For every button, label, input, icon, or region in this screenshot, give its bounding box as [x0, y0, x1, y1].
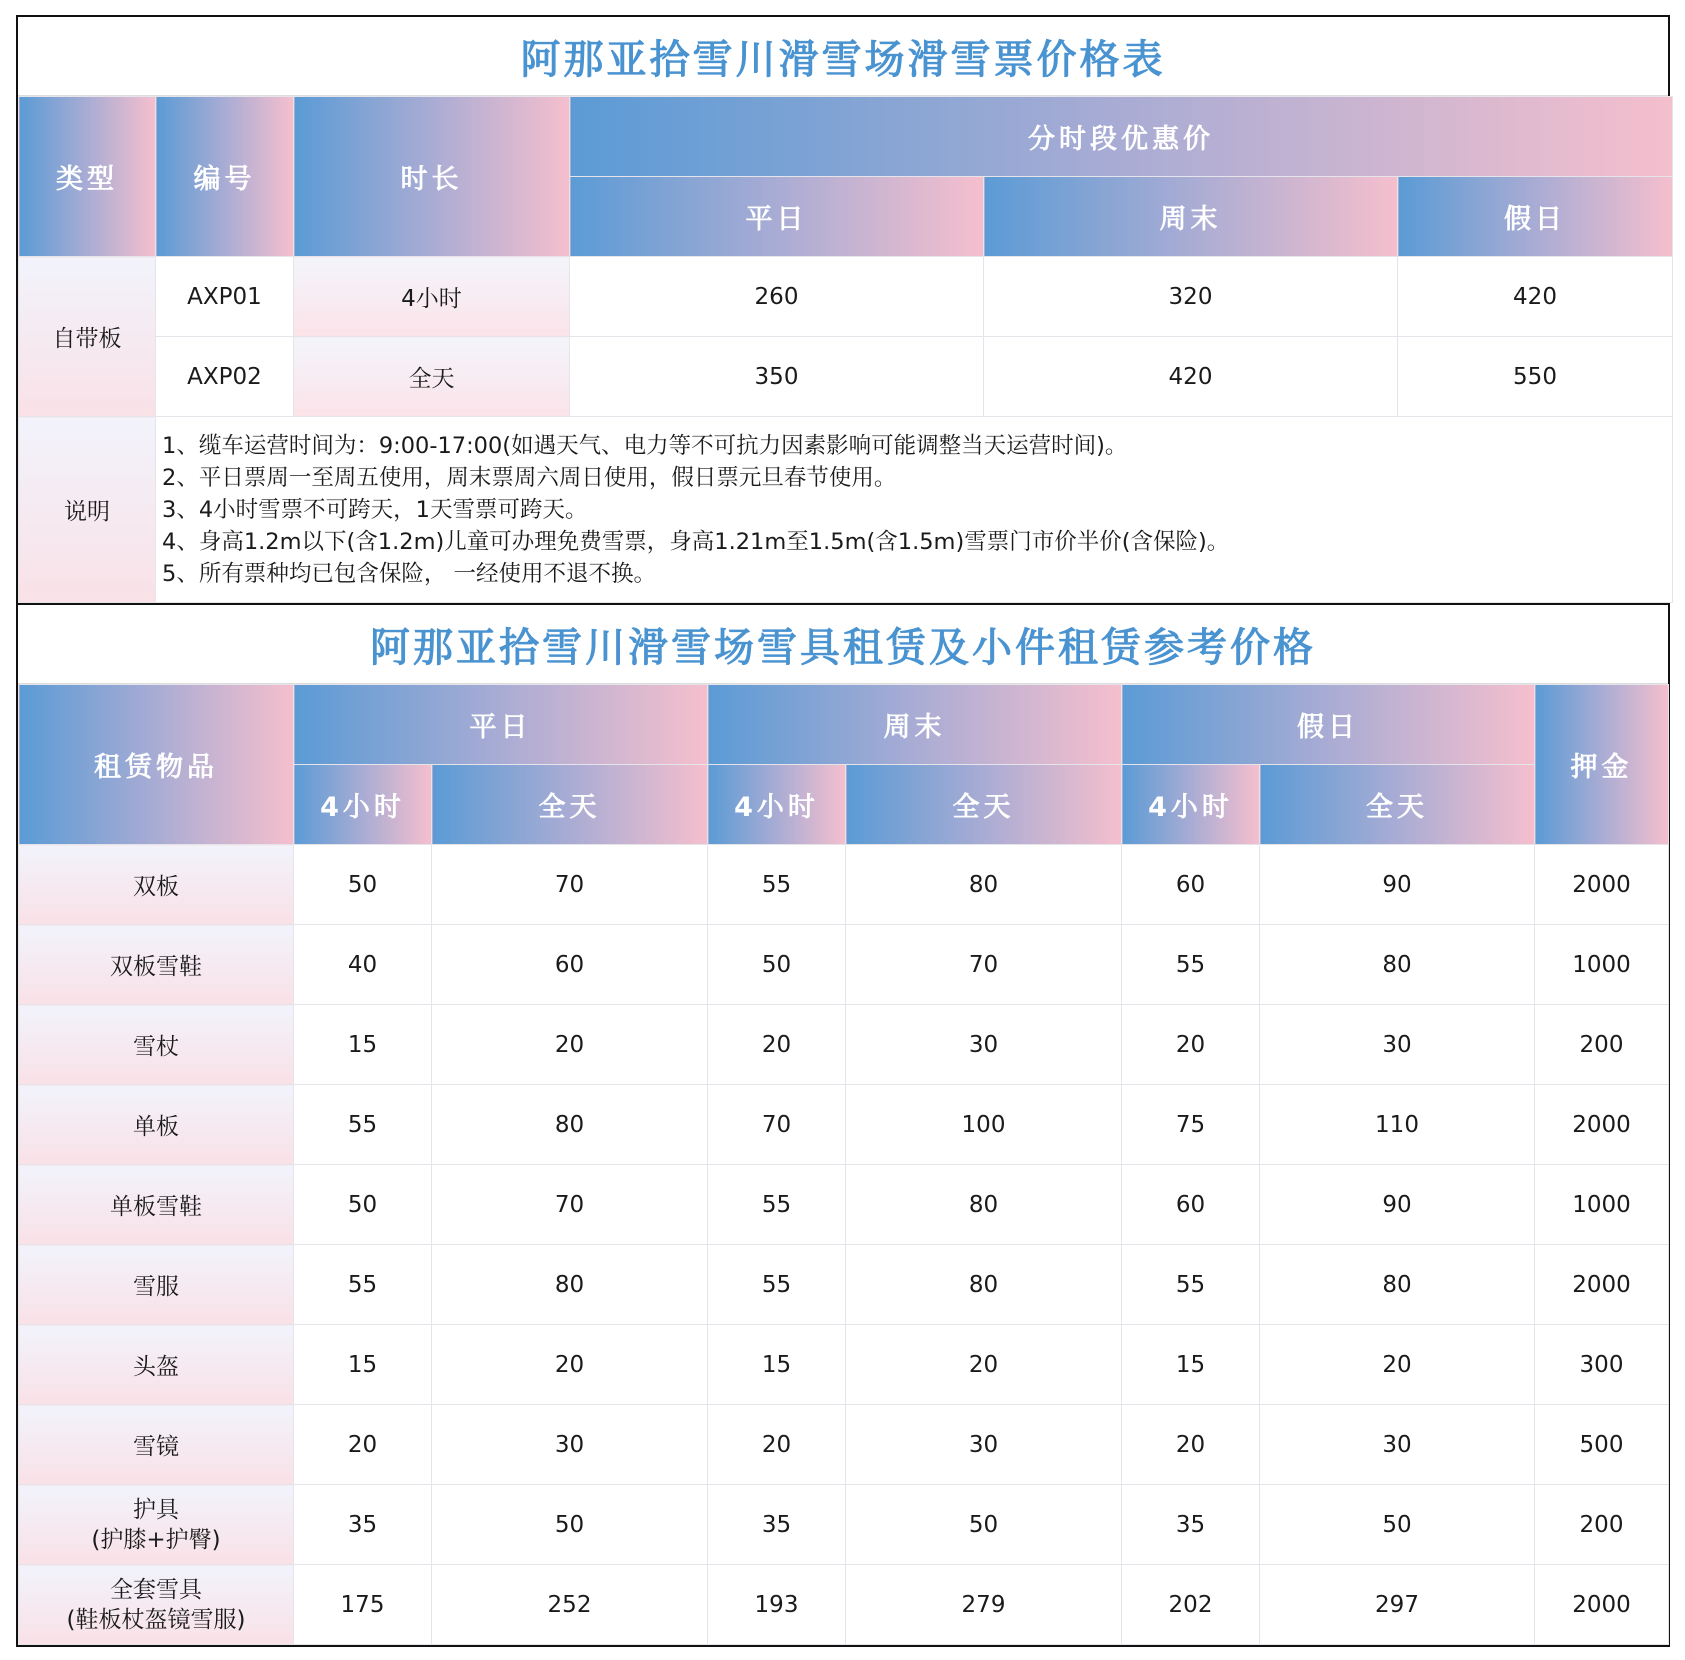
- price-cell: 15: [294, 1325, 432, 1405]
- price-cell: 70: [432, 1165, 708, 1245]
- price-cell: 20: [432, 1005, 708, 1085]
- notes-label: 说明: [19, 417, 156, 603]
- price-cell: 15: [708, 1325, 846, 1405]
- price-cell: 260: [570, 257, 984, 337]
- note-line: 3、4小时雪票不可跨天，1天雪票可跨天。: [162, 496, 588, 523]
- header-holiday: 假日: [1398, 177, 1673, 257]
- price-cell: 20: [846, 1325, 1122, 1405]
- price-cell: 50: [846, 1485, 1122, 1565]
- price-cell: 100: [846, 1085, 1122, 1165]
- ticket-row: [19, 337, 1673, 417]
- deposit-cell: 200: [1535, 1005, 1669, 1085]
- item-name: 雪镜: [133, 1434, 179, 1460]
- ticket-section: [16, 15, 1670, 605]
- header-weekend: 周末: [708, 685, 1122, 765]
- price-cell: 40: [294, 925, 432, 1005]
- header-4h: 4小时: [708, 765, 846, 845]
- deposit-cell: 1000: [1535, 1165, 1669, 1245]
- price-cell: 550: [1398, 337, 1673, 417]
- price-cell: 30: [846, 1005, 1122, 1085]
- table-row: [19, 1405, 1669, 1485]
- duration-cell: 4小时: [294, 257, 570, 337]
- price-cell: 55: [1122, 925, 1260, 1005]
- header-deposit: 押金: [1535, 685, 1669, 845]
- item-detail: (鞋板杖盔镜雪服): [66, 1606, 246, 1633]
- price-cell: 175: [294, 1565, 432, 1645]
- price-cell: 50: [294, 845, 432, 925]
- item-name-cell: [19, 1005, 294, 1085]
- deposit-cell: 200: [1535, 1485, 1669, 1565]
- price-cell: 55: [1122, 1245, 1260, 1325]
- price-cell: 80: [846, 1245, 1122, 1325]
- rental-title: 阿那亚拾雪川滑雪场雪具租赁及小件租赁参考价格: [18, 605, 1668, 684]
- price-cell: 80: [1260, 1245, 1535, 1325]
- header-4h: 4小时: [294, 765, 432, 845]
- item-name: 雪服: [133, 1274, 179, 1300]
- price-cell: 60: [432, 925, 708, 1005]
- price-cell: 20: [1260, 1325, 1535, 1405]
- price-cell: 55: [294, 1245, 432, 1325]
- item-name: 双板: [133, 874, 179, 900]
- item-name-cell: [19, 1565, 294, 1645]
- header-duration: 时长: [294, 97, 570, 257]
- table-row: [19, 845, 1669, 925]
- item-name: 双板雪鞋: [110, 954, 202, 980]
- price-cell: 55: [708, 1165, 846, 1245]
- deposit-cell: 2000: [1535, 1245, 1669, 1325]
- price-cell: 90: [1260, 845, 1535, 925]
- price-cell: 20: [1122, 1405, 1260, 1485]
- rental-section: [16, 605, 1670, 1647]
- price-cell: 70: [708, 1085, 846, 1165]
- price-cell: 50: [708, 925, 846, 1005]
- price-cell: 193: [708, 1565, 846, 1645]
- item-name-cell: [19, 845, 294, 925]
- price-cell: 55: [708, 845, 846, 925]
- price-sheet: [16, 15, 1670, 1647]
- price-cell: 202: [1122, 1565, 1260, 1645]
- price-cell: 80: [1260, 925, 1535, 1005]
- code-cell: AXP02: [156, 337, 294, 417]
- table-row: [19, 1325, 1669, 1405]
- item-name: 护具: [133, 1496, 179, 1523]
- ticket-table: [18, 96, 1673, 603]
- price-cell: 75: [1122, 1085, 1260, 1165]
- header-4h: 4小时: [1122, 765, 1260, 845]
- item-name-cell: [19, 1485, 294, 1565]
- header-full-day: 全天: [432, 765, 708, 845]
- price-cell: 20: [708, 1405, 846, 1485]
- price-cell: 70: [846, 925, 1122, 1005]
- header-weekday: 平日: [294, 685, 708, 765]
- price-cell: 80: [432, 1085, 708, 1165]
- price-cell: 420: [984, 337, 1398, 417]
- item-name: 单板雪鞋: [110, 1194, 202, 1220]
- item-name-cell: [19, 925, 294, 1005]
- price-cell: 55: [708, 1245, 846, 1325]
- price-cell: 110: [1260, 1085, 1535, 1165]
- header-holiday: 假日: [1122, 685, 1535, 765]
- table-row: [19, 1005, 1669, 1085]
- header-full-day: 全天: [846, 765, 1122, 845]
- table-row: [19, 1485, 1669, 1565]
- deposit-cell: 1000: [1535, 925, 1669, 1005]
- price-cell: 252: [432, 1565, 708, 1645]
- price-cell: 420: [1398, 257, 1673, 337]
- header-code: 编号: [156, 97, 294, 257]
- item-name-cell: [19, 1405, 294, 1485]
- note-line: 5、所有票种均已包含保险， 一经使用不退不换。: [162, 560, 656, 587]
- price-cell: 90: [1260, 1165, 1535, 1245]
- price-cell: 15: [1122, 1325, 1260, 1405]
- price-cell: 35: [294, 1485, 432, 1565]
- table-row: [19, 1165, 1669, 1245]
- deposit-cell: 500: [1535, 1405, 1669, 1485]
- deposit-cell: 2000: [1535, 1085, 1669, 1165]
- price-cell: 80: [432, 1245, 708, 1325]
- price-cell: 297: [1260, 1565, 1535, 1645]
- rental-table: [18, 684, 1669, 1645]
- deposit-cell: 2000: [1535, 1565, 1669, 1645]
- price-cell: 350: [570, 337, 984, 417]
- category-cell: 自带板: [19, 257, 156, 417]
- deposit-cell: 2000: [1535, 845, 1669, 925]
- price-cell: 20: [294, 1405, 432, 1485]
- item-detail: (护膝+护臀): [91, 1526, 221, 1553]
- ticket-title: 阿那亚拾雪川滑雪场滑雪票价格表: [18, 17, 1668, 96]
- ticket-row: [19, 257, 1673, 337]
- note-line: 1、缆车运营时间为：9:00-17:00(如遇天气、电力等不可抗力因素影响可能调整当天运营时间)。: [162, 432, 1128, 459]
- table-row: [19, 1085, 1669, 1165]
- price-cell: 50: [432, 1485, 708, 1565]
- table-row: [19, 1245, 1669, 1325]
- code-cell: AXP01: [156, 257, 294, 337]
- price-cell: 70: [432, 845, 708, 925]
- table-row: [19, 925, 1669, 1005]
- item-name-cell: [19, 1085, 294, 1165]
- table-row: [19, 1565, 1669, 1645]
- price-cell: 20: [708, 1005, 846, 1085]
- price-cell: 320: [984, 257, 1398, 337]
- price-cell: 55: [294, 1085, 432, 1165]
- notes-cell: [156, 417, 1673, 603]
- header-weekend: 周末: [984, 177, 1398, 257]
- item-name: 雪杖: [133, 1034, 179, 1060]
- note-line: 2、平日票周一至周五使用，周末票周六周日使用，假日票元旦春节使用。: [162, 464, 897, 491]
- item-name-cell: [19, 1245, 294, 1325]
- price-cell: 50: [294, 1165, 432, 1245]
- item-name-cell: [19, 1325, 294, 1405]
- price-cell: 80: [846, 845, 1122, 925]
- price-cell: 60: [1122, 845, 1260, 925]
- note-line: 4、身高1.2m以下(含1.2m)儿童可办理免费雪票，身高1.21m至1.5m(含1.5m)雪票门市价半价(含保险)。: [162, 528, 1230, 555]
- price-cell: 30: [432, 1405, 708, 1485]
- price-cell: 35: [708, 1485, 846, 1565]
- price-cell: 30: [1260, 1005, 1535, 1085]
- item-name: 单板: [133, 1114, 179, 1140]
- price-cell: 80: [846, 1165, 1122, 1245]
- price-cell: 30: [846, 1405, 1122, 1485]
- header-item: 租赁物品: [19, 685, 294, 845]
- price-cell: 60: [1122, 1165, 1260, 1245]
- price-cell: 50: [1260, 1485, 1535, 1565]
- price-cell: 20: [432, 1325, 708, 1405]
- price-cell: 15: [294, 1005, 432, 1085]
- item-name: 全套雪具: [110, 1576, 202, 1603]
- price-cell: 35: [1122, 1485, 1260, 1565]
- header-discount: 分时段优惠价: [570, 97, 1673, 177]
- item-name-cell: [19, 1165, 294, 1245]
- duration-cell: 全天: [294, 337, 570, 417]
- price-cell: 20: [1122, 1005, 1260, 1085]
- item-name: 头盔: [133, 1354, 179, 1380]
- header-weekday: 平日: [570, 177, 984, 257]
- deposit-cell: 300: [1535, 1325, 1669, 1405]
- price-cell: 30: [1260, 1405, 1535, 1485]
- header-type: 类型: [19, 97, 156, 257]
- price-cell: 279: [846, 1565, 1122, 1645]
- header-full-day: 全天: [1260, 765, 1535, 845]
